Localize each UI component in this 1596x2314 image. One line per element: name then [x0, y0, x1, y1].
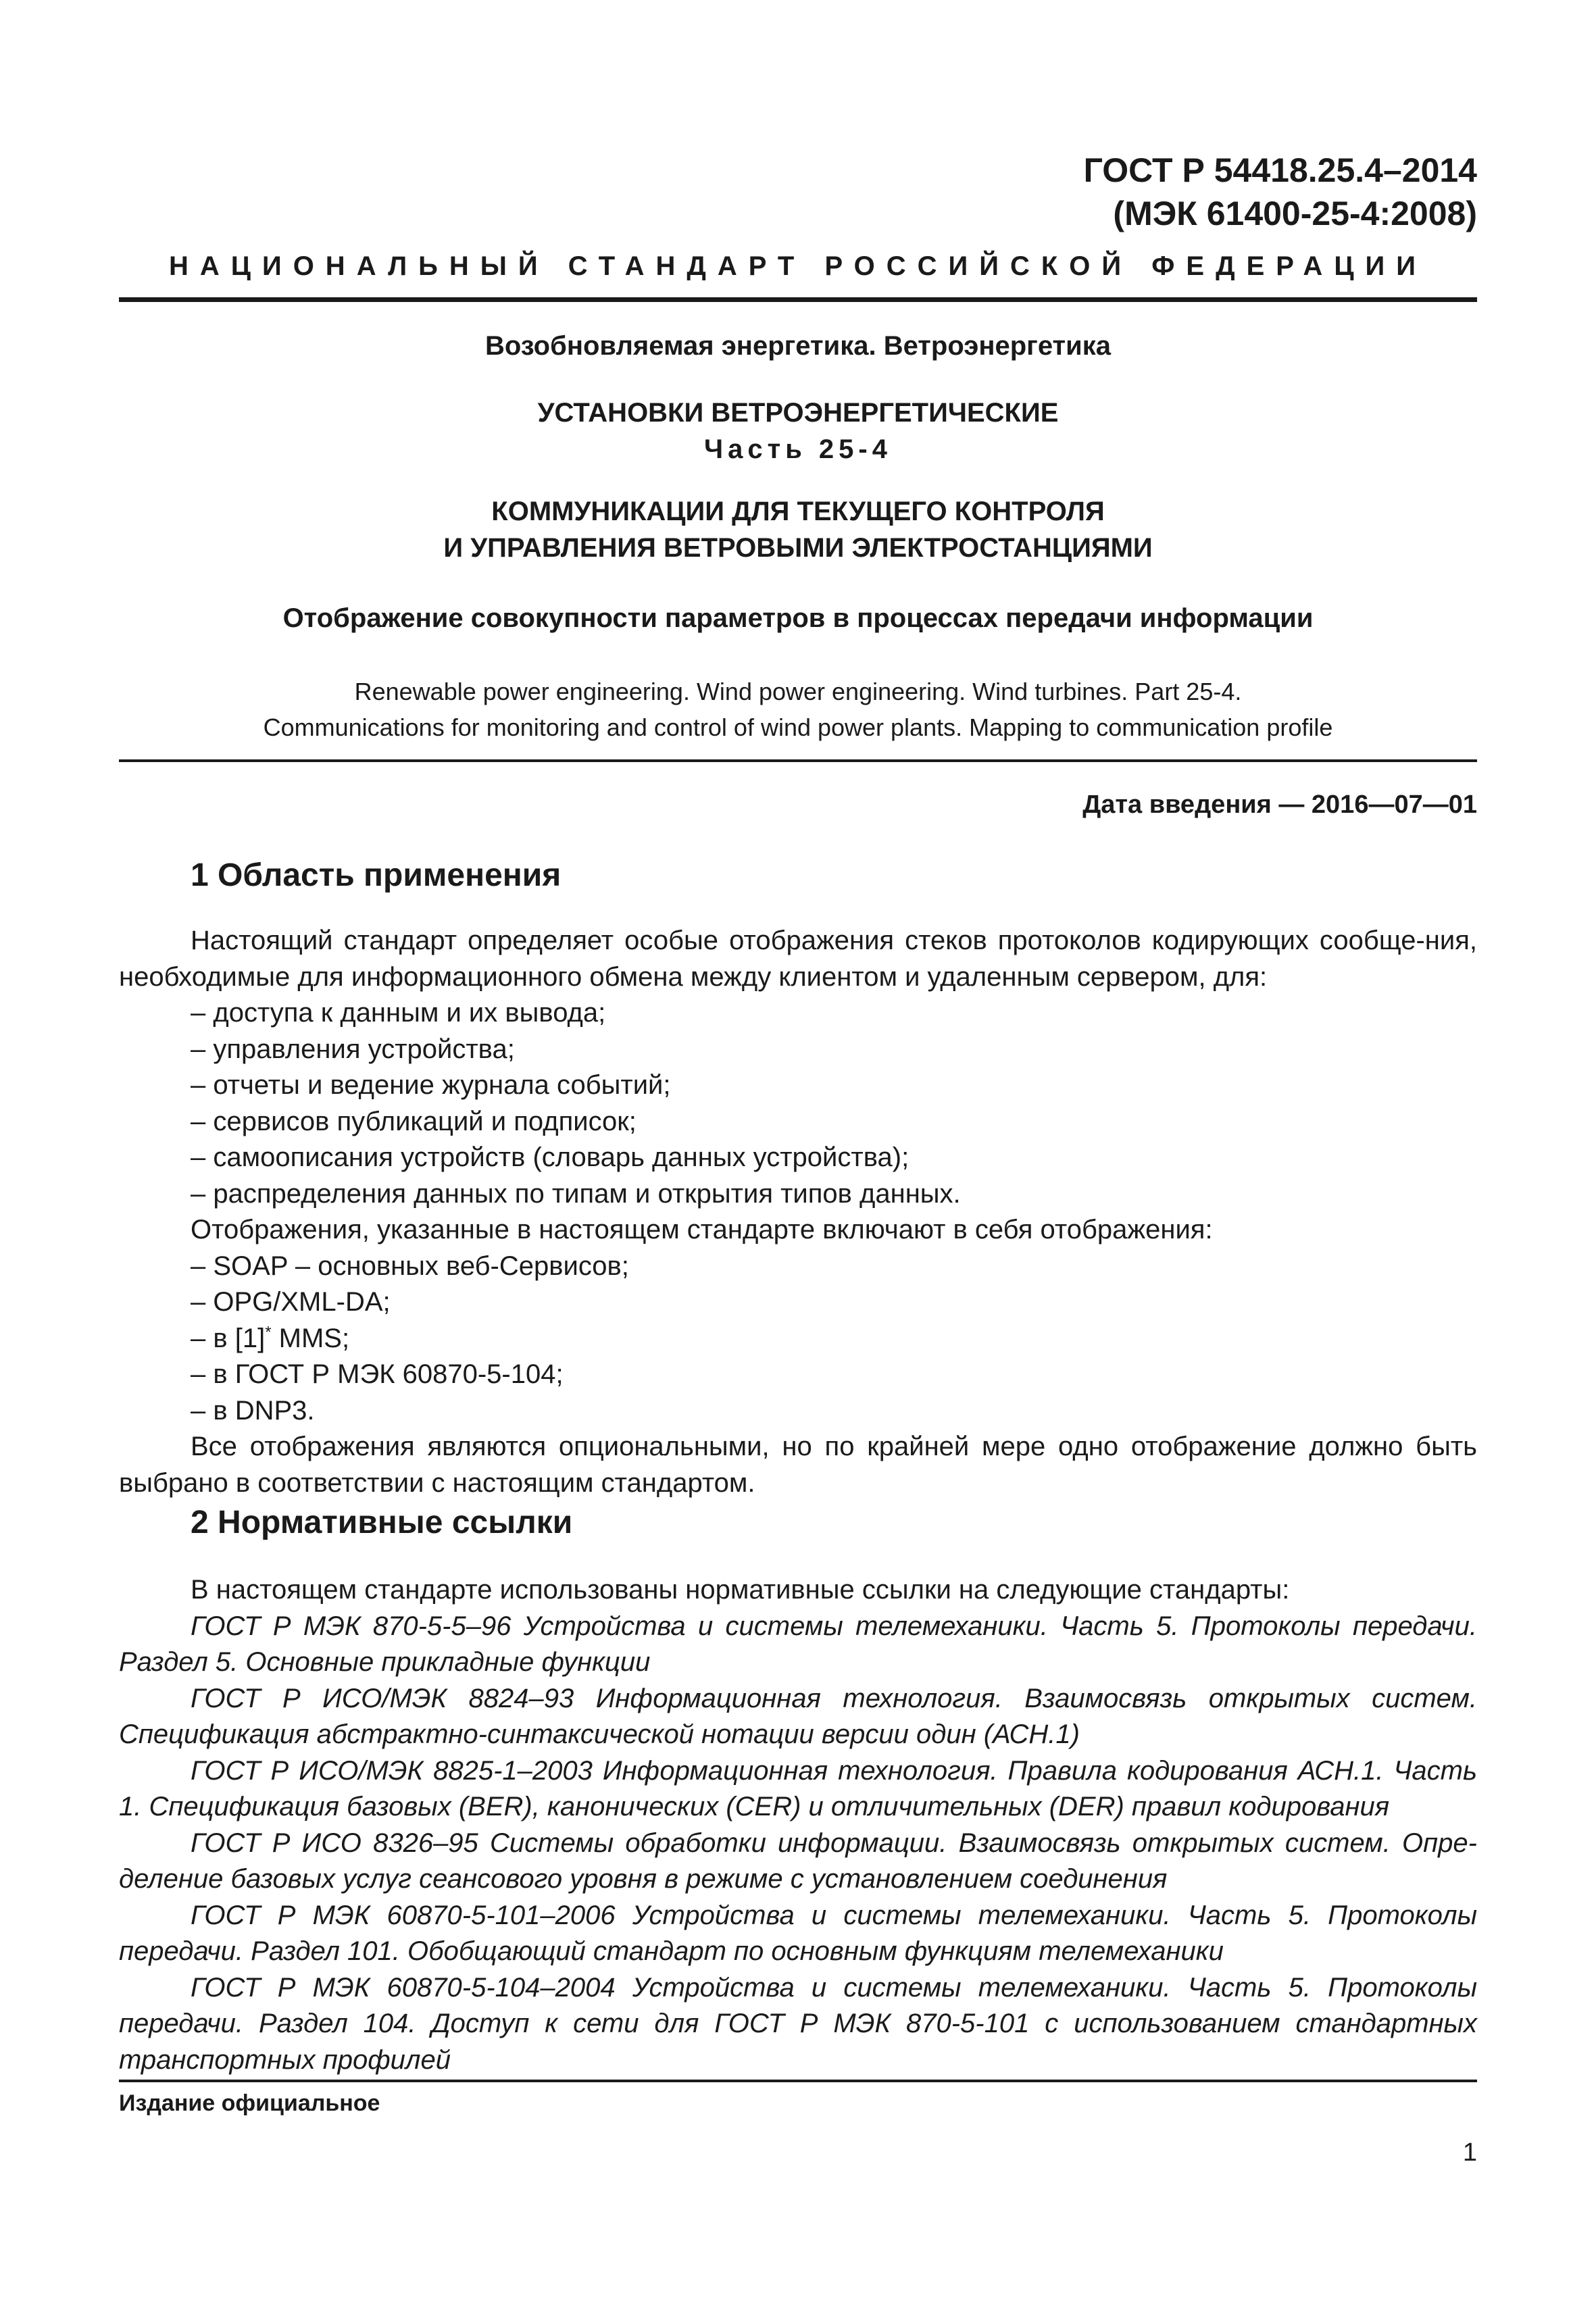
- title-part: Часть 25-4: [704, 434, 892, 464]
- list-item: – в ГОСТ Р МЭК 60870-5-104;: [191, 1359, 564, 1389]
- section-1-body: [119, 923, 1477, 1501]
- section-2-heading: 2 Нормативные ссылки: [191, 1505, 573, 1540]
- normative-reference: ГОСТ Р МЭК 60870-5-101–2006 Устройства и системы телемеханики. Часть 5. Протоколы передачи. Раздел 101. Обобщающий стандарт по основным функциям телемеханики: [119, 1900, 1477, 1966]
- title-main: УСТАНОВКИ ВЕТРОЭНЕРГЕТИЧЕСКИЕ: [537, 398, 1059, 428]
- iec-number: (МЭК 61400-25-4:2008): [1113, 195, 1477, 232]
- gost-number: ГОСТ Р 54418.25.4–2014: [1083, 151, 1477, 189]
- list-item: – SOAP – основных веб-Сервисов;: [191, 1251, 629, 1281]
- standard-designation: [1084, 149, 1477, 235]
- title-subject-line2: И УПРАВЛЕНИЯ ВЕТРОВЫМИ ЭЛЕКТРОСТАНЦИЯМИ: [443, 533, 1153, 563]
- section-1-conclusion: Все отображения являются опциональными, но по крайней мере одно отображение должно быть выбрано в соответствии с настоящим стандартом.: [119, 1432, 1477, 1498]
- list-item-mms: – в [1]* MMS;: [191, 1323, 350, 1353]
- title-subtitle: Отображение совокупности параметров в процессах передачи информации: [282, 603, 1314, 633]
- national-standard-banner: НАЦИОНАЛЬНЫЙ СТАНДАРТ РОССИЙСКОЙ ФЕДЕРАЦИИ: [168, 251, 1428, 281]
- list-item: – OPG/XML-DA;: [191, 1287, 391, 1317]
- english-title: [119, 674, 1477, 745]
- normative-reference: ГОСТ Р ИСО/МЭК 8824–93 Информационная технология. Взаимосвязь открытых систем. Спецификация абстрактно-синтаксической нотации версии один (АСН.1): [119, 1683, 1477, 1749]
- english-title-line1: Renewable power engineering. Wind power engineering. Wind turbines. Part 25-4.: [354, 678, 1242, 705]
- normative-reference: ГОСТ Р ИСО 8326–95 Системы обработки информации. Взаимосвязь открытых систем. Опре-деление базовых услуг сеансового уровня в режиме с установлением соединения: [119, 1828, 1477, 1894]
- date-of-introduction: Дата введения — 2016—07—01: [1082, 790, 1477, 819]
- title-main-block: [119, 395, 1477, 468]
- page-number: 1: [1462, 2138, 1477, 2167]
- list-item: – отчеты и ведение журнала событий;: [191, 1070, 671, 1100]
- section-1-intro: Настоящий стандарт определяет особые отображения стеков протоколов кодирующих сообще-ния, необходимые для информационного обмена между клиентом и удаленным сервером, для:: [119, 926, 1477, 992]
- footer-rule: [119, 2080, 1477, 2082]
- title-subject: [119, 493, 1477, 566]
- section-2-intro: В настоящем стандарте использованы нормативные ссылки на следующие стандарты:: [191, 1575, 1290, 1605]
- list-item: – в DNP3.: [191, 1395, 315, 1426]
- edition-note: Издание официальное: [119, 2090, 380, 2116]
- list-item: – управления устройства;: [191, 1034, 515, 1064]
- english-title-line2: Communications for monitoring and control of wind power plants. Mapping to communication profile: [263, 713, 1333, 741]
- section-2-body: [119, 1572, 1477, 2078]
- header-rule: [119, 297, 1477, 302]
- title-rule: [119, 759, 1477, 762]
- normative-reference: ГОСТ Р МЭК 870-5-5–96 Устройства и системы телемеханики. Часть 5. Протоколы передачи. Раздел 5. Основные прикладные функции: [119, 1611, 1477, 1677]
- list-item: – доступа к данным и их вывода;: [191, 998, 606, 1028]
- normative-reference: ГОСТ Р МЭК 60870-5-104–2004 Устройства и системы телемеханики. Часть 5. Протоколы передачи. Раздел 104. Доступ к сети для ГОСТ Р МЭК 870-5-101 с использованием стандартных транспортных профилей: [119, 1972, 1477, 2075]
- normative-reference: ГОСТ Р ИСО/МЭК 8825-1–2003 Информационная технология. Правила кодирования АСН.1. Часть 1. Спецификация базовых (BER), канонических (CER) и отличительных (DER) правил кодирования: [119, 1755, 1477, 1821]
- mappings-intro: Отображения, указанные в настоящем стандарте включают в себя отображения:: [191, 1215, 1213, 1244]
- title-subject-line1: КОММУНИКАЦИИ ДЛЯ ТЕКУЩЕГО КОНТРОЛЯ: [491, 497, 1105, 526]
- section-1-heading: 1 Область применения: [191, 857, 562, 893]
- list-item: – распределения данных по типам и открытия типов данных.: [191, 1178, 961, 1209]
- footnote-marker: *: [265, 1323, 272, 1342]
- list-item: – сервисов публикаций и подписок;: [191, 1106, 637, 1136]
- title-topic: Возобновляемая энергетика. Ветроэнергетика: [485, 331, 1111, 361]
- list-item: – самоописания устройств (словарь данных устройства);: [191, 1142, 909, 1172]
